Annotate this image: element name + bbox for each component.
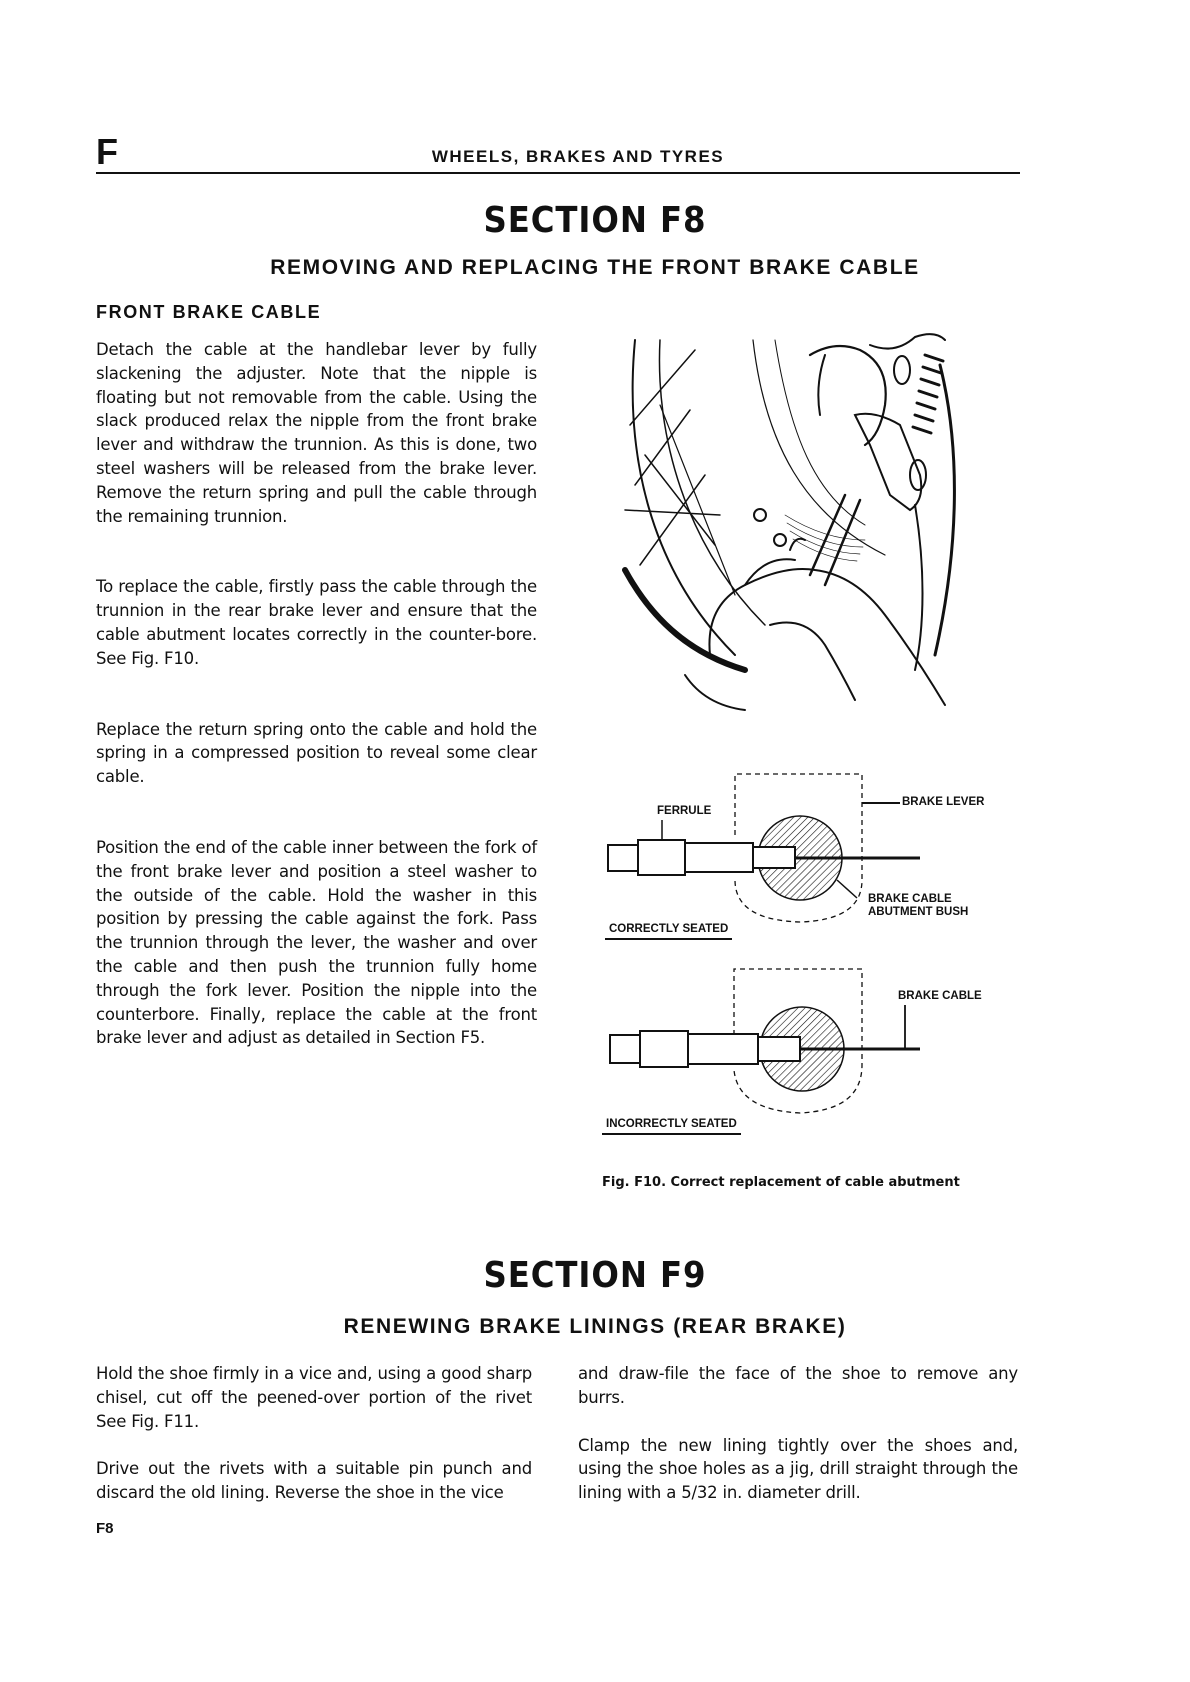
paragraph: Clamp the new lining tightly over the shoes and, using the shoe holes as a jig, drill straight through the lining with a 5/32 in. diameter drill. [578, 1435, 1018, 1503]
paragraph: Position the end of the cable inner between the fork of the front brake lever and position a steel washer to the outside of the cable. Hold the washer in this position by pressing the cable against the fork. Pass the trunnion through the lever, the washer and over the cable and then push the trunnion fully home through the fork lever. Position the nipple into the counterbore. Finally, replace the cable at the front brake lever and adjust as detailed in Section F5. [96, 837, 537, 1048]
figure-caption: Fig. F10. Correct replacement of cable abutment [602, 1175, 960, 1190]
page-number: F8 [96, 1520, 114, 1537]
section-f8-text-column [96, 338, 537, 1050]
brake-cable-label: BRAKE CABLE [898, 990, 982, 1002]
abutment-bush-label-line1: BRAKE CABLE [868, 893, 952, 905]
paragraph: Hold the shoe firmly in a vice and, using a good sharp chisel, cut off the peened-over portion of the rivet See Fig. F11. [96, 1364, 532, 1431]
incorrectly-seated-label: INCORRECTLY SEATED [602, 1118, 741, 1135]
paragraph: Replace the return spring onto the cable and hold the spring in a compressed position to reveal some clear cable. [96, 719, 537, 787]
chapter-title: WHEELS, BRAKES AND TYRES [431, 147, 725, 166]
abutment-bush-label-line2: ABUTMENT BUSH [868, 906, 969, 918]
cable-outer [608, 845, 638, 871]
paragraph: and draw-file the face of the shoe to remove any burrs. [578, 1364, 1018, 1407]
section-f8-subtitle: REMOVING AND REPLACING THE FRONT BRAKE CABLE [270, 256, 920, 279]
section-f9-right-column [578, 1362, 1018, 1505]
cable-abutment [753, 847, 795, 868]
ferrule-label: FERRULE [657, 805, 712, 817]
paragraph: To replace the cable, firstly pass the cable through the trunnion in the rear brake lever and ensure that the cable abutment locates correctly in the counter-bore. See Fig. F10. [96, 577, 537, 668]
section-f9-title: SECTION F9 [483, 1255, 707, 1296]
correctly-seated-label: CORRECTLY SEATED [605, 923, 732, 940]
brake-cable-illustration [615, 325, 960, 710]
section-f9-left-column [96, 1362, 532, 1505]
paragraph: Drive out the rivets with a suitable pin punch and discard the old lining. Reverse the shoe in the vice [96, 1459, 532, 1503]
brake-lever-label: BRAKE LEVER [902, 796, 985, 808]
ferrule [638, 840, 685, 875]
paragraph: Detach the cable at the handlebar lever by fully slackening the adjuster. Note that the nipple is floating but not removable from the cable. Using the slack produced relax the nipple from the front brake lever and withdraw the trunnion. As this is done, two steel washers will be released from the brake lever. Remove the return spring and pull the cable through the remaining trunnion. [96, 340, 537, 526]
incorrectly-seated-diagram [600, 965, 940, 1125]
header-rule [96, 172, 1020, 174]
front-brake-cable-heading: FRONT BRAKE CABLE [96, 302, 322, 322]
section-f9-subtitle: RENEWING BRAKE LININGS (REAR BRAKE) [343, 1315, 847, 1338]
section-f8-title: SECTION F8 [483, 200, 707, 241]
chapter-letter: F [96, 131, 118, 172]
